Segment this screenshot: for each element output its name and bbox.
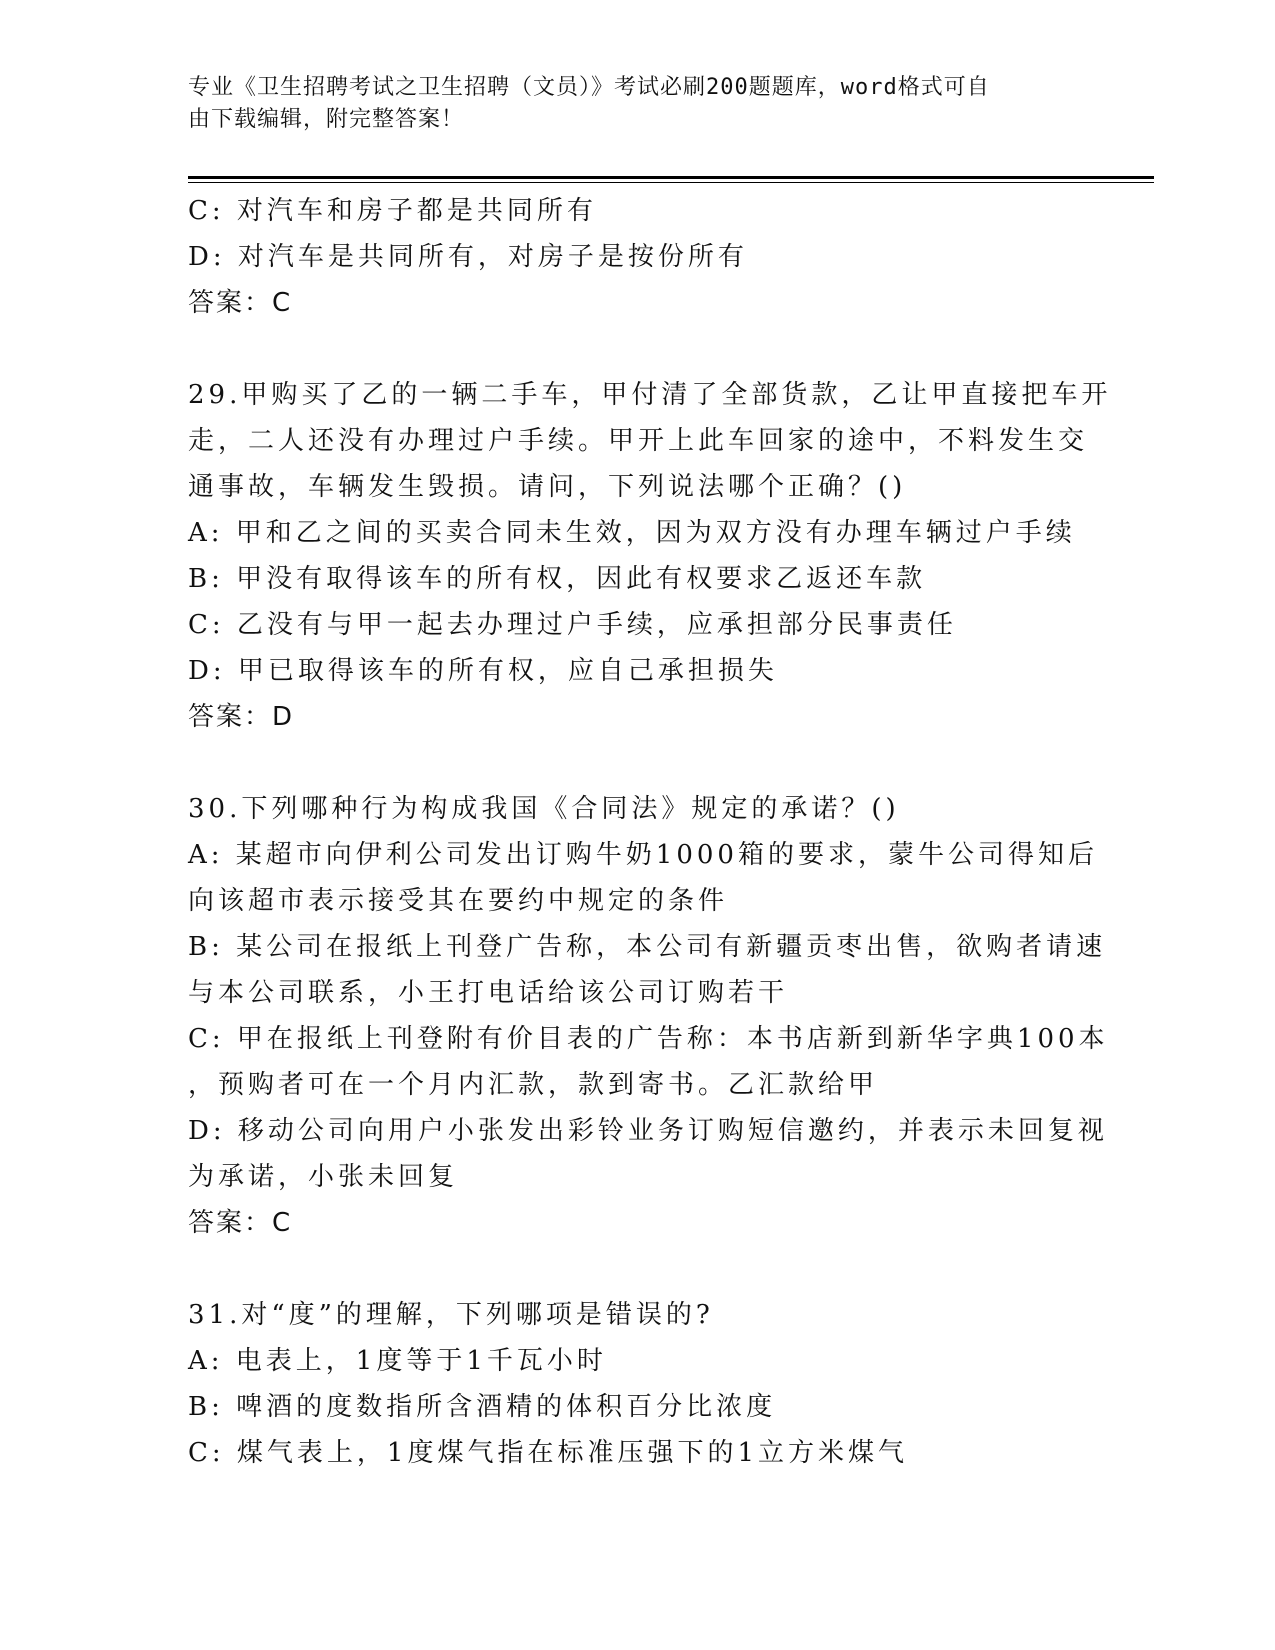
option-line: C: 甲在报纸上刊登附有价目表的广告称：本书店新到新华字典100本 <box>188 1024 1109 1054</box>
option-line: B: 啤酒的度数指所含酒精的体积百分比浓度 <box>188 1392 777 1422</box>
header-line-1: 专业《卫生招聘考试之卫生招聘（文员）》考试必刷200题题库，word格式可自 <box>188 75 990 100</box>
answer-line: 答案：C <box>188 1208 293 1238</box>
option-line: 与本公司联系，小王打电话给该公司订购若干 <box>188 978 789 1008</box>
header-rule-thick <box>188 176 1154 179</box>
header-rule-thin <box>188 182 1154 183</box>
header-line-2: 由下载编辑，附完整答案！ <box>188 107 465 132</box>
option-line: A: 某超市向伊利公司发出订购牛奶1000箱的要求，蒙牛公司得知后 <box>188 840 1098 870</box>
answer-line: 答案：C <box>188 288 293 318</box>
spacer <box>188 1246 1078 1292</box>
question-28-tail <box>188 188 1078 326</box>
question-stem-line: 30.下列哪种行为构成我国《合同法》规定的承诺？() <box>188 794 900 824</box>
option-line: C: 对汽车和房子都是共同所有 <box>188 196 597 226</box>
question-stem-line: 走，二人还没有办理过户手续。甲开上此车回家的途中，不料发生交 <box>188 426 1089 456</box>
option-line: C: 煤气表上，1度煤气指在标准压强下的1立方米煤气 <box>188 1438 909 1468</box>
spacer <box>188 326 1078 372</box>
question-content <box>188 188 1112 1476</box>
question-29 <box>188 372 1112 740</box>
question-31 <box>188 1292 1078 1476</box>
question-stem-line: 29.甲购买了乙的一辆二手车，甲付清了全部货款，乙让甲直接把车开 <box>188 380 1112 410</box>
option-line: ，预购者可在一个月内汇款，款到寄书。乙汇款给甲 <box>188 1070 879 1100</box>
question-stem-line: 通事故，车辆发生毁损。请问，下列说法哪个正确？() <box>188 472 907 502</box>
answer-line: 答案：D <box>188 702 295 732</box>
option-line: 向该超市表示接受其在要约中规定的条件 <box>188 886 729 916</box>
option-line: D: 对汽车是共同所有，对房子是按份所有 <box>188 242 748 272</box>
spacer <box>188 740 1078 786</box>
option-line: D: 移动公司向用户小张发出彩铃业务订购短信邀约，并表示未回复视 <box>188 1116 1108 1146</box>
option-line: C: 乙没有与甲一起去办理过户手续，应承担部分民事责任 <box>188 610 957 640</box>
option-line: D: 甲已取得该车的所有权，应自己承担损失 <box>188 656 778 686</box>
option-line: B: 某公司在报纸上刊登广告称，本公司有新疆贡枣出售，欲购者请速 <box>188 932 1107 962</box>
option-line: A: 甲和乙之间的买卖合同未生效，因为双方没有办理车辆过户手续 <box>188 518 1076 548</box>
option-line: A: 电表上，1度等于1千瓦小时 <box>188 1346 607 1376</box>
option-line: 为承诺，小张未回复 <box>188 1162 459 1192</box>
option-line: B: 甲没有取得该车的所有权，因此有权要求乙返还车款 <box>188 564 927 594</box>
document-header <box>188 72 1078 136</box>
question-30 <box>188 786 1109 1246</box>
question-stem-line: 31.对“度”的理解，下列哪项是错误的? <box>188 1300 714 1330</box>
